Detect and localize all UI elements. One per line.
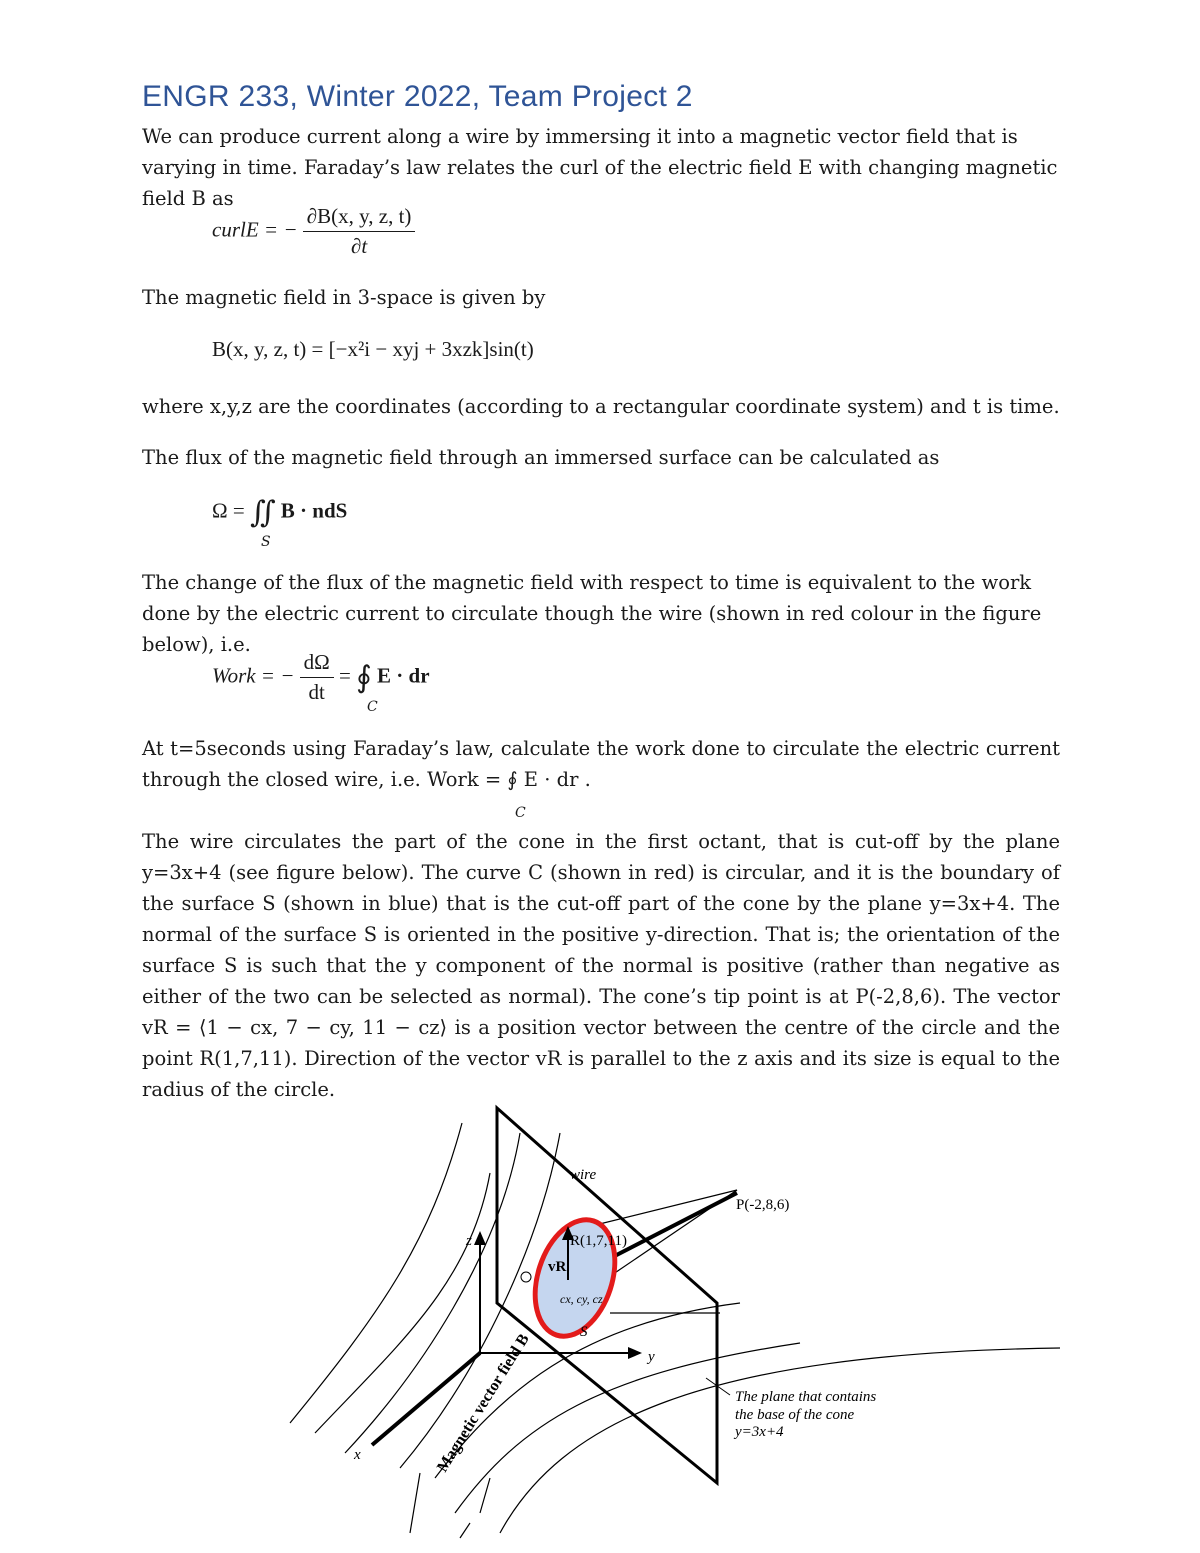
curl-lhs: curlE = − [212,217,298,242]
cone-figure [0,1093,1200,1553]
plane-note-3: y=3x+4 [735,1424,784,1440]
flux-intro-text: The flux of the magnetic field through an immersed surface can be calculated as [142,446,940,469]
work-equals: = [339,663,351,688]
field-line-3 [345,1133,520,1453]
flux-lhs: Ω = [212,498,245,523]
label-S: S [580,1324,588,1340]
task-paragraph: At t=5seconds using Faraday’s law, calculate the work done to circulate the electric current through the closed wire, i.e. Work = ∮ E · dr . [142,737,1060,791]
label-wire: wire [570,1167,597,1183]
field-line-2 [315,1173,490,1433]
work-subscript: C [367,699,378,715]
curl-numerator: ∂B(x, y, z, t) [303,204,416,232]
double-integral-symbol: ∬ [249,496,276,529]
intro-paragraph: We can produce current along a wire by immersing it into a magnetic vector field that is varying in time. Faraday’s law relates the curl of the electric field E with changing magnetic field B as [142,125,1058,210]
work-fraction [300,650,334,705]
flux-integrand: B · ndS [280,498,348,523]
work-intro-paragraph: The change of the flux of the magnetic field with respect to time is equivalent to the work done by the electric current to circulate though the wire (shown in red colour in the figure below), i.e. [142,571,1042,656]
label-z: z [466,1233,472,1249]
label-vR: vR [548,1259,567,1275]
work-lhs: Work = − [212,663,295,688]
surface-S-with-wire [521,1210,628,1347]
label-x: x [354,1447,361,1463]
field-line-9 [410,1473,420,1533]
field-line-10 [480,1478,490,1513]
problem-description: The wire circulates the part of the cone in the first octant, that is cut-off by the plane y=3x+4 (see figure below). The curve C (shown in red) is circular, and it is the boundary of the surface S (shown in blue) that is the cut-off part of the cone by the plane y=3x+4. The normal of the surface S is oriented in the positive y-direction. That is; the orientation of the surface S is such that the y component of the normal is positive (rather than negative as either of the two can be selected as normal). The cone’s tip point is at P(-2,8,6). The vector vR = ⟨1 − cx, 7 − cy, 11 − cz⟩ is a position vector between the centre of the circle and the point R(1,7,11). Direction of the vector vR is parallel to the z axis and its size is equal to the radius of the circle. [142,830,1060,1101]
faraday-equation [212,204,415,259]
curl-fraction [303,204,416,259]
coordinates-text: where x,y,z are the coordinates (according to a rectangular coordinate system) and t is time. [142,395,1060,418]
contour-integral-symbol: ∮ [356,661,372,694]
flux-subscript: S [261,534,271,550]
curl-denominator: ∂t [350,234,368,258]
work-numerator: dΩ [300,650,334,678]
field-line-1 [290,1123,462,1423]
plane-note-2: the base of the cone [735,1407,855,1423]
field-intro-text: The magnetic field in 3-space is given by [142,286,546,309]
task-subscript: C [515,805,526,821]
plane-note-1: The plane that contains [735,1389,877,1405]
work-integrand: E · dr [377,663,430,688]
label-field: Magnetic vector field B [433,1331,533,1476]
field-line-11 [460,1523,470,1538]
label-P: P(-2,8,6) [736,1197,790,1213]
magnetic-field-equation: B(x, y, z, t) = [−x²i − xyj + 3xzk]sin(t) [212,337,534,361]
label-centre: cx, cy, cz [560,1292,603,1306]
field-lines [290,1123,1060,1538]
label-R: R(1,7,11) [570,1233,627,1249]
page-title: ENGR 233, Winter 2022, Team Project 2 [142,80,693,113]
centre-marker [521,1272,531,1282]
label-y: y [648,1349,655,1365]
flux-equation [212,495,347,530]
work-equation [212,650,430,705]
work-denominator: dt [308,680,325,704]
